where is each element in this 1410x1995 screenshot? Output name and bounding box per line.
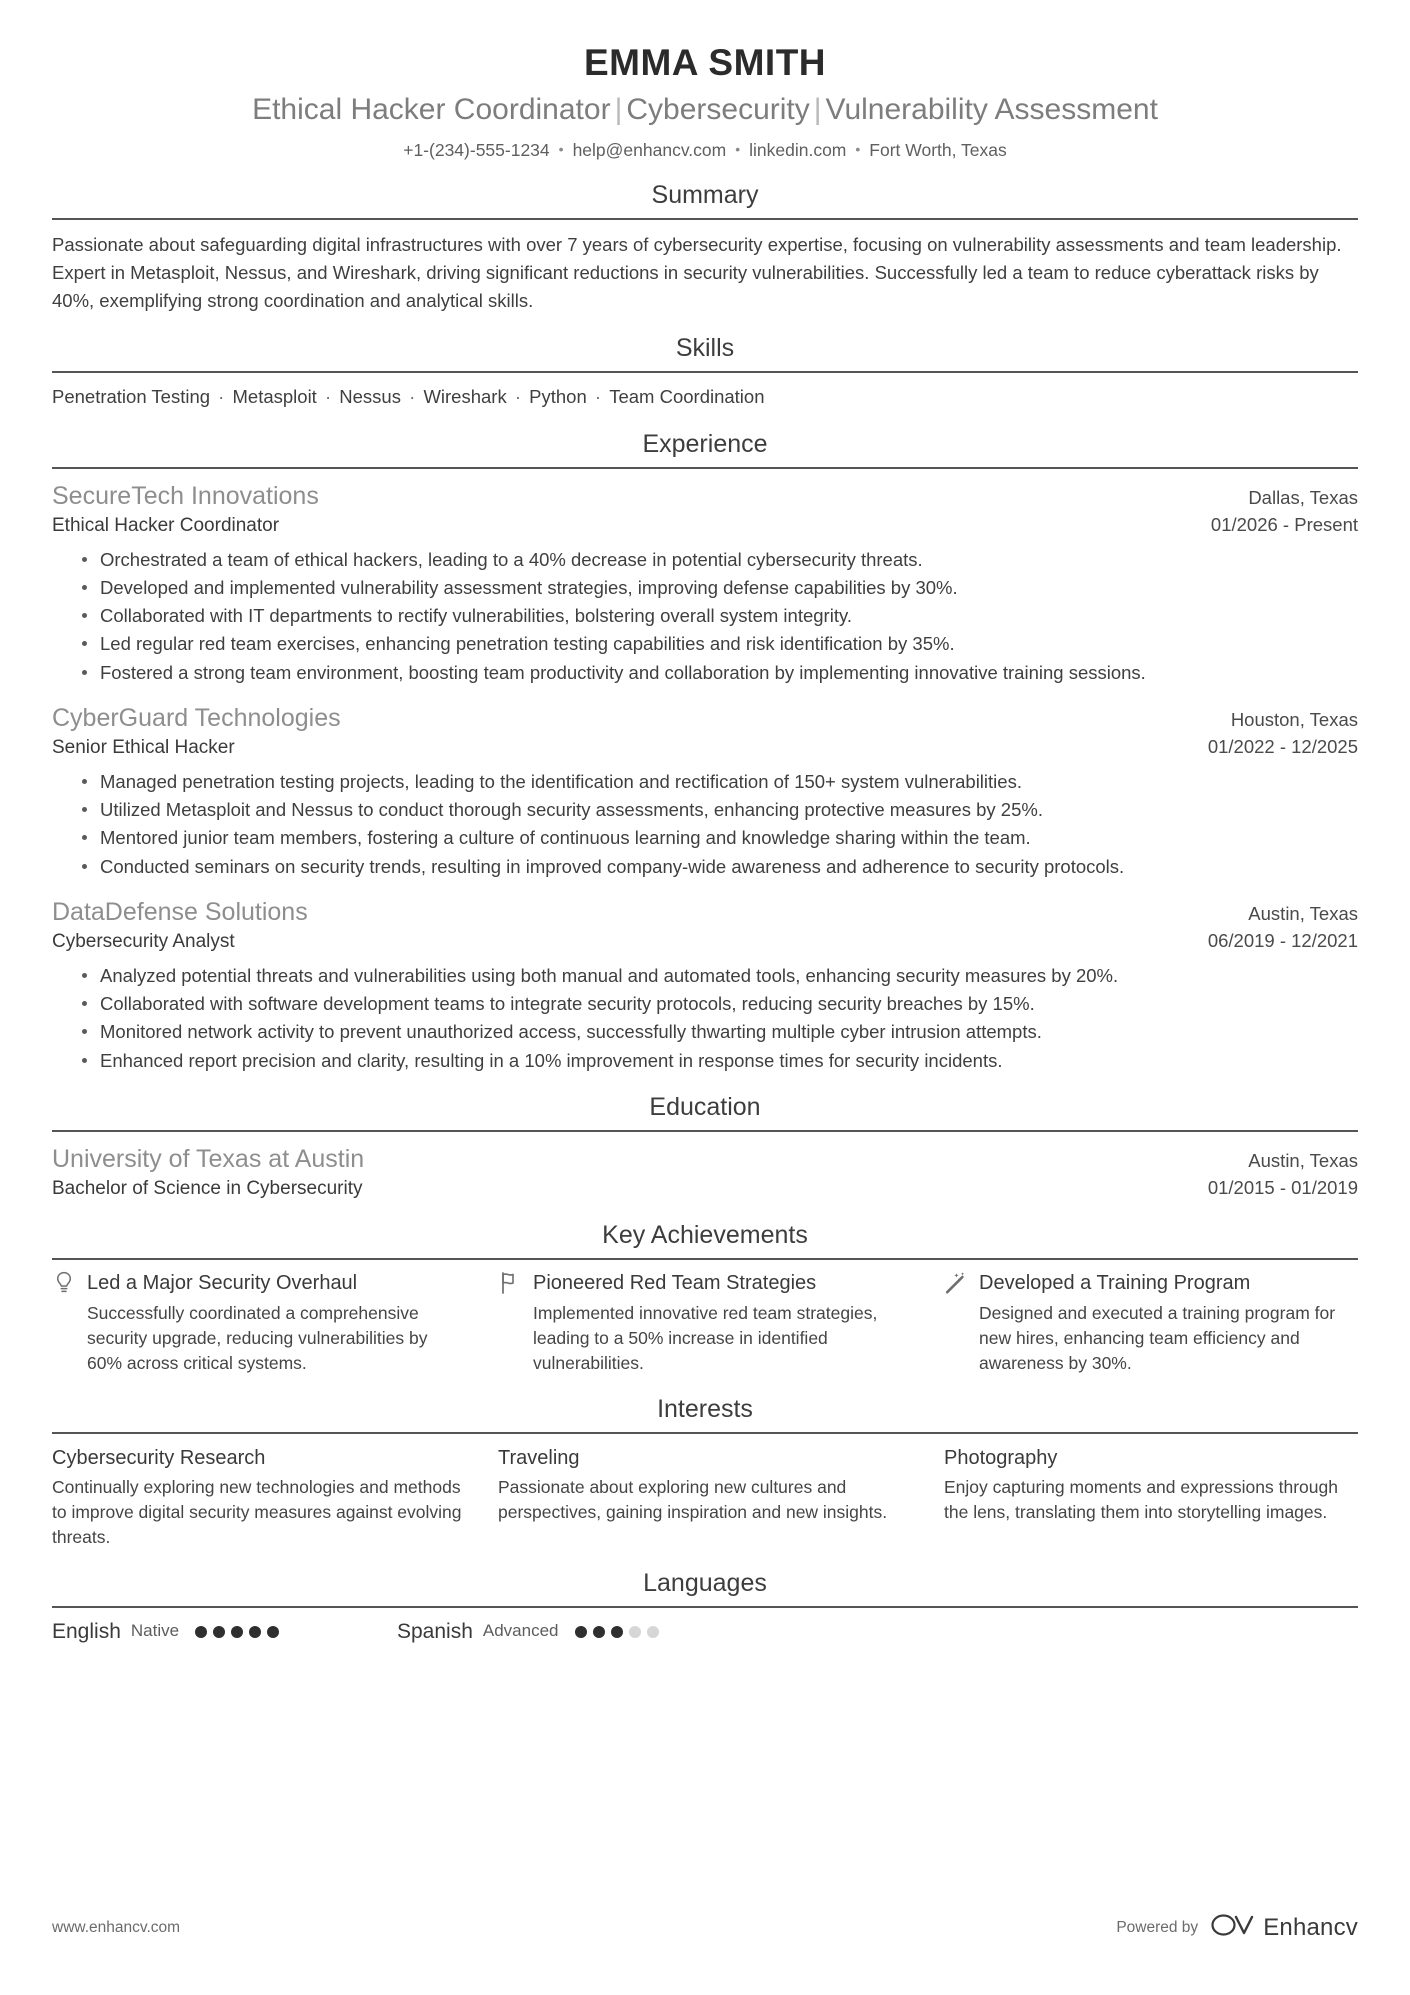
job-title: Ethical Hacker Coordinator (52, 515, 280, 537)
skill-separator: · (589, 385, 607, 407)
rating-pip-filled (249, 1626, 261, 1638)
responsibility-item: Led regular red team exercises, enhancing penetration testing capabilities and risk identification by 35%. (82, 630, 1358, 657)
headline-part-1: Ethical Hacker Coordinator (252, 93, 611, 127)
job-dates: 01/2026 - Present (1210, 514, 1358, 536)
achievement-item (498, 1271, 912, 1376)
interest-title: Traveling (498, 1446, 580, 1469)
skill-separator: · (213, 385, 230, 407)
entry-subheader-row (52, 930, 1358, 955)
section-title-languages: Languages (643, 1569, 767, 1598)
contact-line (52, 139, 1358, 162)
summary-text: Passionate about safeguarding digital infrastructures with over 7 years of cybersecurity expertise, focusing on vulnerability assessments and team leadership. Expert in Metasploit, Nessus, and Wireshark, driving significant reductions in security vulnerabilities. Successfully led a team to reduce cyberattack risks by 40%, exemplifying strong coordination and analytical skills. (52, 233, 1342, 311)
section-title-experience: Experience (642, 429, 768, 458)
company-name: SecureTech Innovations (52, 481, 319, 510)
rating-pip-filled (575, 1626, 587, 1638)
interest-description: Passionate about exploring new cultures and perspectives, gaining inspiration and new insights. (498, 1476, 888, 1522)
rating-pip-filled (611, 1626, 623, 1638)
school-name: University of Texas at Austin (52, 1144, 365, 1173)
entry-header-row (52, 702, 1358, 735)
responsibility-item: Collaborated with IT departments to rectify vulnerabilities, bolstering overall system integrity. (82, 602, 1358, 629)
footer-url[interactable]: www.enhancv.com (52, 1918, 181, 1936)
achievement-item (944, 1271, 1358, 1376)
job-dates: 06/2019 - 12/2021 (1207, 930, 1358, 952)
headline-part-2: Cybersecurity (626, 93, 810, 127)
achievement-description: Implemented innovative red team strategies, leading to a 50% increase in identified vulnerabilities. (533, 1302, 878, 1373)
language-level: Advanced (482, 1621, 559, 1641)
enhancv-logo (1211, 1912, 1358, 1943)
enhancv-mark-icon (1211, 1912, 1255, 1943)
company-location: Austin, Texas (1248, 902, 1358, 924)
achievements-grid (52, 1271, 1358, 1376)
flag-icon (498, 1271, 522, 1295)
skill-separator: · (403, 385, 421, 407)
candidate-name: EMMA SMITH (583, 42, 827, 83)
languages-body (52, 1608, 1358, 1644)
responsibility-item: Utilized Metasploit and Nessus to conduct thorough security assessments, enhancing protective measures by 25%. (82, 796, 1358, 823)
section-experience (52, 429, 1358, 1074)
skill-separator: · (509, 385, 527, 407)
skill-item: Wireshark (423, 385, 507, 407)
magic-wand-icon (944, 1271, 968, 1295)
headline-part-3: Vulnerability Assessment (825, 93, 1158, 127)
experience-entries (52, 469, 1358, 1074)
rating-pip-filled (267, 1626, 279, 1638)
responsibility-item: Developed and implemented vulnerability assessment strategies, improving defense capabilities by 30%. (82, 574, 1358, 601)
languages-list (52, 1619, 1358, 1644)
language-level: Native (130, 1621, 180, 1641)
entry-subheader-row (52, 736, 1358, 761)
footer-branding (1116, 1912, 1358, 1943)
contact-separator-icon: • (855, 140, 861, 157)
company-location: Dallas, Texas (1248, 486, 1358, 508)
language-rating (575, 1626, 659, 1638)
degree-dates: 01/2015 - 01/2019 (1207, 1177, 1358, 1199)
interest-item (52, 1445, 466, 1550)
headline-separator-2: | (813, 93, 822, 127)
achievement-header (52, 1271, 466, 1296)
entry-header-row (52, 480, 1358, 513)
responsibility-list (52, 546, 1358, 686)
contact-separator-icon: • (558, 140, 564, 157)
achievement-title: Pioneered Red Team Strategies (533, 1271, 817, 1294)
rating-pip-filled (593, 1626, 605, 1638)
interest-item (498, 1445, 912, 1550)
lightbulb-icon (52, 1271, 76, 1295)
language-rating (195, 1626, 279, 1638)
interest-title: Photography (944, 1446, 1058, 1469)
rating-pip-empty (647, 1626, 659, 1638)
language-name: Spanish (397, 1620, 473, 1644)
achievement-description: Successfully coordinated a comprehensive security upgrade, reducing vulnerabilities by 60% across critical systems. (87, 1302, 428, 1373)
achievement-header (944, 1271, 1358, 1296)
school-location: Austin, Texas (1248, 1149, 1358, 1171)
enhancv-wordmark: Enhancv (1263, 1913, 1358, 1941)
contact-separator-icon: • (735, 140, 741, 157)
responsibility-item: Analyzed potential threats and vulnerabilities using both manual and automated tools, enhancing security measures by 20%. (82, 962, 1358, 989)
language-item (397, 1619, 742, 1644)
achievements-body (52, 1260, 1358, 1376)
education-entries (52, 1132, 1358, 1202)
section-title-education: Education (649, 1092, 761, 1121)
contact-email[interactable]: help@enhancv.com (572, 139, 727, 160)
page-footer (52, 1912, 1358, 1943)
interests-body (52, 1434, 1358, 1550)
skills-body (52, 373, 1358, 411)
skill-separator: · (319, 385, 337, 407)
job-title: Cybersecurity Analyst (52, 931, 235, 953)
responsibility-item: Mentored junior team members, fostering a culture of continuous learning and knowledge sharing within the team. (82, 824, 1358, 851)
achievement-title: Led a Major Security Overhaul (87, 1271, 358, 1294)
powered-by-label: Powered by (1116, 1918, 1199, 1936)
entry-subheader-row (52, 514, 1358, 539)
section-education (52, 1092, 1358, 1202)
interest-description: Continually exploring new technologies and methods to improve digital security measures against evolving threats. (52, 1476, 462, 1547)
achievement-title: Developed a Training Program (979, 1271, 1251, 1294)
company-name: DataDefense Solutions (52, 897, 308, 926)
section-achievements (52, 1220, 1358, 1376)
experience-entry (52, 702, 1358, 880)
entry-subheader-row (52, 1177, 1358, 1202)
achievement-description: Designed and executed a training program for new hires, enhancing team efficiency and awareness by 30%. (979, 1302, 1336, 1373)
rating-pip-filled (231, 1626, 243, 1638)
section-languages (52, 1568, 1358, 1644)
responsibility-item: Orchestrated a team of ethical hackers, leading to a 40% decrease in potential cybersecurity threats. (82, 546, 1358, 573)
responsibility-item: Managed penetration testing projects, leading to the identification and rectification of 150+ system vulnerabilities. (82, 768, 1358, 795)
skill-item: Nessus (339, 385, 401, 407)
skills-list (52, 384, 1358, 411)
job-dates: 01/2022 - 12/2025 (1207, 736, 1358, 758)
interest-title: Cybersecurity Research (52, 1446, 266, 1469)
section-skills (52, 333, 1358, 411)
rating-pip-filled (195, 1626, 207, 1638)
resume-header (52, 40, 1358, 162)
entry-header-row (52, 896, 1358, 929)
section-title-interests: Interests (657, 1394, 753, 1423)
experience-entry (52, 896, 1358, 1074)
entry-header-row (52, 1143, 1358, 1176)
skill-item: Penetration Testing (52, 385, 211, 407)
skill-item: Python (529, 385, 587, 407)
skill-item: Metasploit (232, 385, 317, 407)
interest-item (944, 1445, 1358, 1550)
summary-body (52, 220, 1358, 315)
responsibility-list (52, 962, 1358, 1074)
contact-linkedin[interactable]: linkedin.com (749, 139, 847, 160)
responsibility-item: Fostered a strong team environment, boosting team productivity and collaboration by implementing innovative training sessions. (82, 659, 1358, 686)
rating-pip-filled (213, 1626, 225, 1638)
responsibility-item: Conducted seminars on security trends, resulting in improved company-wide awareness and adherence to security protocols. (82, 853, 1358, 880)
candidate-headline (52, 90, 1358, 130)
skill-item: Team Coordination (609, 385, 765, 407)
contact-location: Fort Worth, Texas (869, 139, 1007, 160)
interests-grid (52, 1445, 1358, 1550)
rating-pip-empty (629, 1626, 641, 1638)
section-interests (52, 1394, 1358, 1550)
company-name: CyberGuard Technologies (52, 703, 341, 732)
section-title-achievements: Key Achievements (602, 1220, 808, 1249)
responsibility-item: Enhanced report precision and clarity, resulting in a 10% improvement in response times for security incidents. (82, 1047, 1358, 1074)
section-title-summary: Summary (651, 180, 759, 209)
job-title: Senior Ethical Hacker (52, 737, 235, 759)
education-entry (52, 1143, 1358, 1202)
degree-name: Bachelor of Science in Cybersecurity (52, 1178, 363, 1200)
responsibility-item: Monitored network activity to prevent unauthorized access, successfully thwarting multiple cyber intrusion attempts. (82, 1018, 1358, 1045)
company-location: Houston, Texas (1230, 708, 1358, 730)
section-summary (52, 180, 1358, 315)
achievement-item (52, 1271, 466, 1376)
contact-phone: +1-(234)-555-1234 (403, 139, 550, 160)
language-name: English (52, 1620, 121, 1644)
responsibility-item: Collaborated with software development teams to integrate security protocols, reducing security breaches by 15%. (82, 990, 1358, 1017)
interest-description: Enjoy capturing moments and expressions through the lens, translating them into storytelling images. (944, 1476, 1338, 1522)
section-title-skills: Skills (675, 333, 735, 362)
language-item (52, 1619, 397, 1644)
achievement-header (498, 1271, 912, 1296)
headline-separator-1: | (614, 93, 623, 127)
experience-entry (52, 480, 1358, 686)
responsibility-list (52, 768, 1358, 880)
